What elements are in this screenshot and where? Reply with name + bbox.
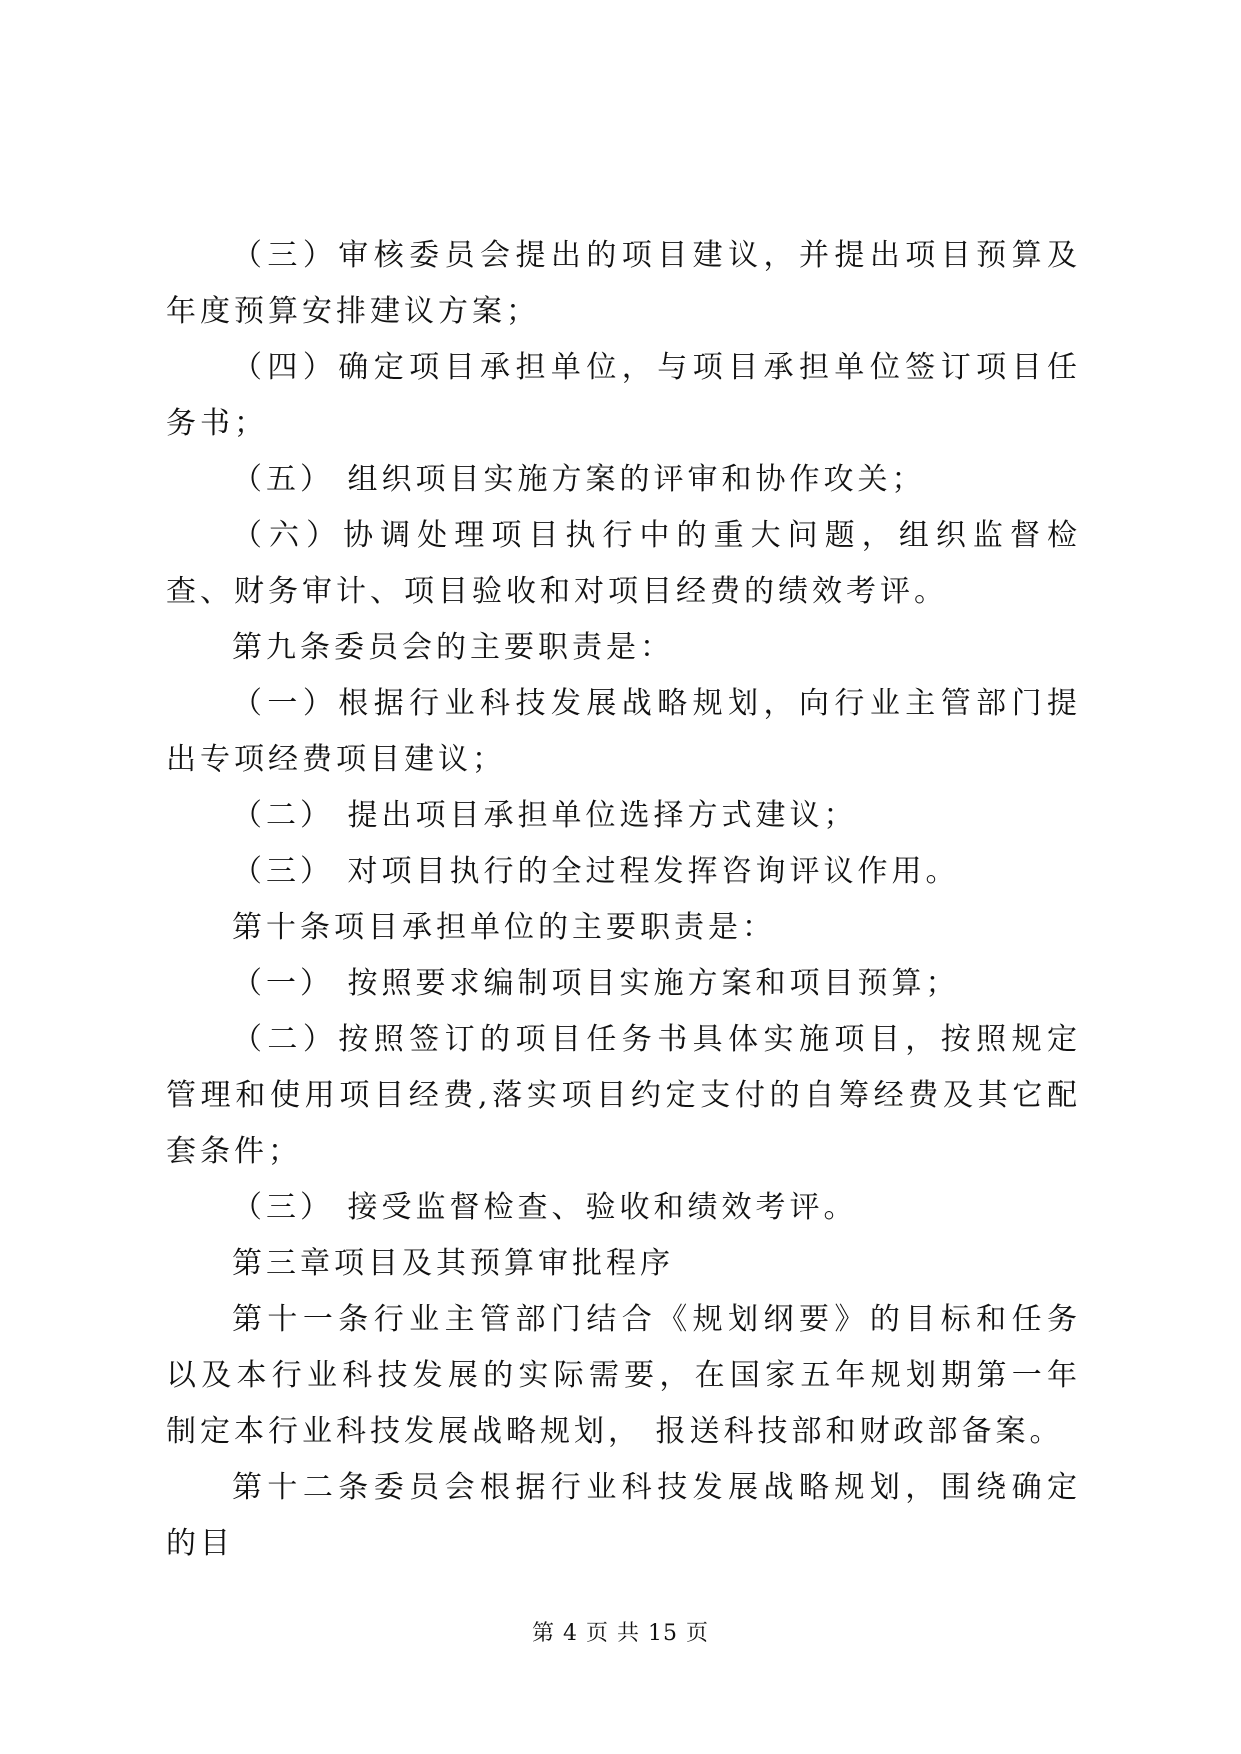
paragraph: （四）确定项目承担单位，与项目承担单位签订项目任务书；	[166, 350, 1081, 441]
paragraph: 第十二条委员会根据行业科技发展战略规划，围绕确定的目	[166, 1470, 1081, 1561]
paragraph: （一）根据行业科技发展战略规划，向行业主管部门提出专项经费项目建议；	[166, 686, 1081, 777]
chapter-heading: 第三章项目及其预算审批程序	[232, 1246, 674, 1281]
paragraph: （三）审核委员会提出的项目建议，并提出项目预算及年度预算安排建议方案；	[166, 238, 1081, 329]
article-heading: 第十条项目承担单位的主要职责是：	[232, 910, 776, 945]
page-number-footer: 第 4 页 共 15 页	[532, 1621, 709, 1646]
paragraph: （一） 按照要求编制项目实施方案和项目预算；	[232, 966, 960, 1001]
paragraph: （二）按照签订的项目任务书具体实施项目，按照规定管理和使用项目经费,落实项目约定支付的自筹经费及其它配套条件；	[166, 1022, 1081, 1169]
article-heading: 第九条委员会的主要职责是：	[232, 630, 674, 665]
paragraph: （六）协调处理项目执行中的重大问题，组织监督检查、财务审计、项目验收和对项目经费的绩效考评。	[166, 518, 1081, 609]
paragraph: （二） 提出项目承担单位选择方式建议；	[232, 798, 858, 833]
paragraph: （三） 对项目执行的全过程发挥咨询评议作用。	[232, 854, 960, 889]
document-body	[166, 228, 1081, 1572]
paragraph: （五） 组织项目实施方案的评审和协作攻关；	[232, 462, 926, 497]
paragraph: 第十一条行业主管部门结合《规划纲要》的目标和任务以及本行业科技发展的实际需要，在国家五年规划期第一年制定本行业科技发展战略规划， 报送科技部和财政部备案。	[166, 1302, 1081, 1449]
paragraph: （三） 接受监督检查、验收和绩效考评。	[232, 1190, 858, 1225]
